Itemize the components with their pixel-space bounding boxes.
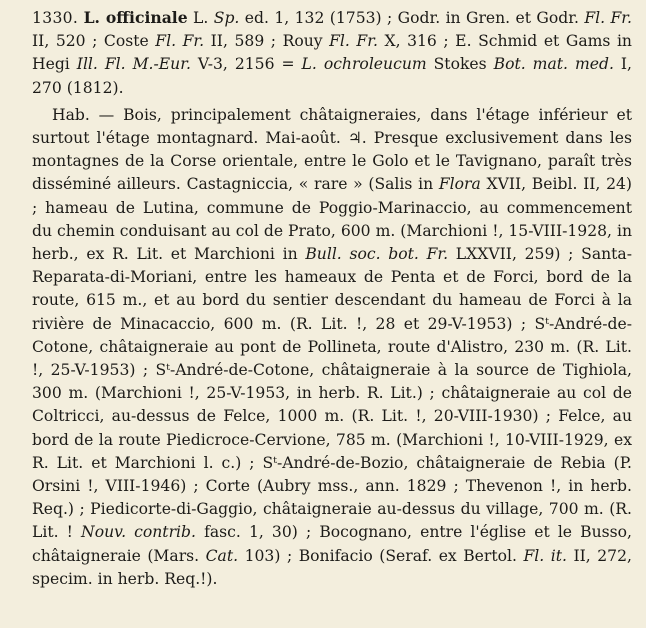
citation-text: II, 589 ; Rouy (204, 32, 330, 51)
citation-text: II, 520 ; Coste (32, 32, 156, 51)
habitat-work: Flora (438, 175, 481, 194)
citation-text: V-3, 2156 = (190, 55, 302, 74)
habitat-text: fasc. 1, 30) ; Bocognano, entre l'église et le Busso, châtaigneraie (Mars. (32, 523, 632, 565)
habitat-text: Hab. — Bois, principalement châtaigneraies, dans l'étage inférieur et surtout l'étage montagnard. Mai-août. ♃. Presque exclusivement dans les montagnes de la Corse orientale, entre le Golo et le Tavignano, paraît très disséminé ailleurs. Castagniccia, « rare » (Salis in (32, 105, 632, 194)
species-entry-header (32, 6, 632, 100)
citation-work: Ill. Fl. M.-Eur. (76, 55, 191, 74)
citation-work: Fl. Fr. (584, 9, 633, 27)
habitat-text: 103) ; Bonifacio (Seraf. ex Bertol. (238, 546, 524, 565)
habitat-text: II, 272, specim. in herb. Req.!). (32, 546, 632, 588)
habitat-work: Cat. (205, 546, 239, 565)
citation-work: Sp. (213, 9, 240, 27)
citation-work: Fl. Fr. (329, 32, 378, 51)
citation-text: Stokes (426, 55, 494, 74)
habitat-paragraph (32, 104, 632, 591)
citation-text: I, 270 (1812). (32, 55, 632, 97)
synonym-name: L. ochroleucum (301, 55, 427, 74)
species-number: 1330. (32, 9, 79, 27)
habitat-work: Bull. soc. bot. Fr. (305, 245, 449, 264)
species-name: L. officinale (83, 8, 188, 27)
habitat-text: LXXVII, 259) ; Santa-Reparata-di-Moriani, entre les hameaux de Penta et de Forci, bord de la route, 615 m., et au bord du sentier descendant du hameau de Forci à la rivière de Minacaccio, 600 m. (R. Lit. !, 28 et 29-V-1953) ; Sᵗ-André-de-Cotone, châtaigneraie au pont de Pollineta, route d'Alistro, 230 m. (R. Lit. !, 25-V-1953) ; Sᵗ-André-de-Cotone, châtaigneraie à la source de Tighiola, 300 m. (Marchioni !, 25-V-1953, in herb. R. Lit.) ; châtaigneraie au col de Coltricci, au-dessus de Felce, 1000 m. (R. Lit. !, 20-VIII-1930) ; Felce, au bord de la route Piedicroce-Cervione, 785 m. (Marchioni !, 10-VIII-1929, ex R. Lit. et Marchioni l. c.) ; Sᵗ-André-de-Bozio, châtaigneraie de Rebia (P. Orsini !, VIII-1946) ; Corte (Aubry mss., ann. 1829 ; Thevenon !, in herb. Req.) ; Piedicorte-di-Gaggio, châtaigneraie au-dessus du village, 700 m. (R. Lit. ! (32, 245, 632, 542)
habitat-work: Fl. it. (523, 546, 567, 565)
citation-work: Bot. mat. med. (493, 55, 614, 74)
habitat-text: XVII, Beibl. II, 24) ; hameau de Lutina, commune de Poggio-Marinaccio, au commencement du chemin conduisant au col de Prato, 600 m. (Marchioni !, 15-VIII-1928, in herb., ex R. Lit. et Marchioni in (32, 175, 633, 264)
citation-text: L. (187, 9, 214, 27)
citation-work: Fl. Fr. (155, 32, 205, 51)
citation-text: ed. 1, 132 (1753) ; Godr. in Gren. et Godr. (239, 9, 585, 27)
habitat-work: Nouv. contrib. (81, 523, 196, 542)
citation-text: X, 316 ; E. Schmid et Gams in Hegi (32, 32, 632, 74)
